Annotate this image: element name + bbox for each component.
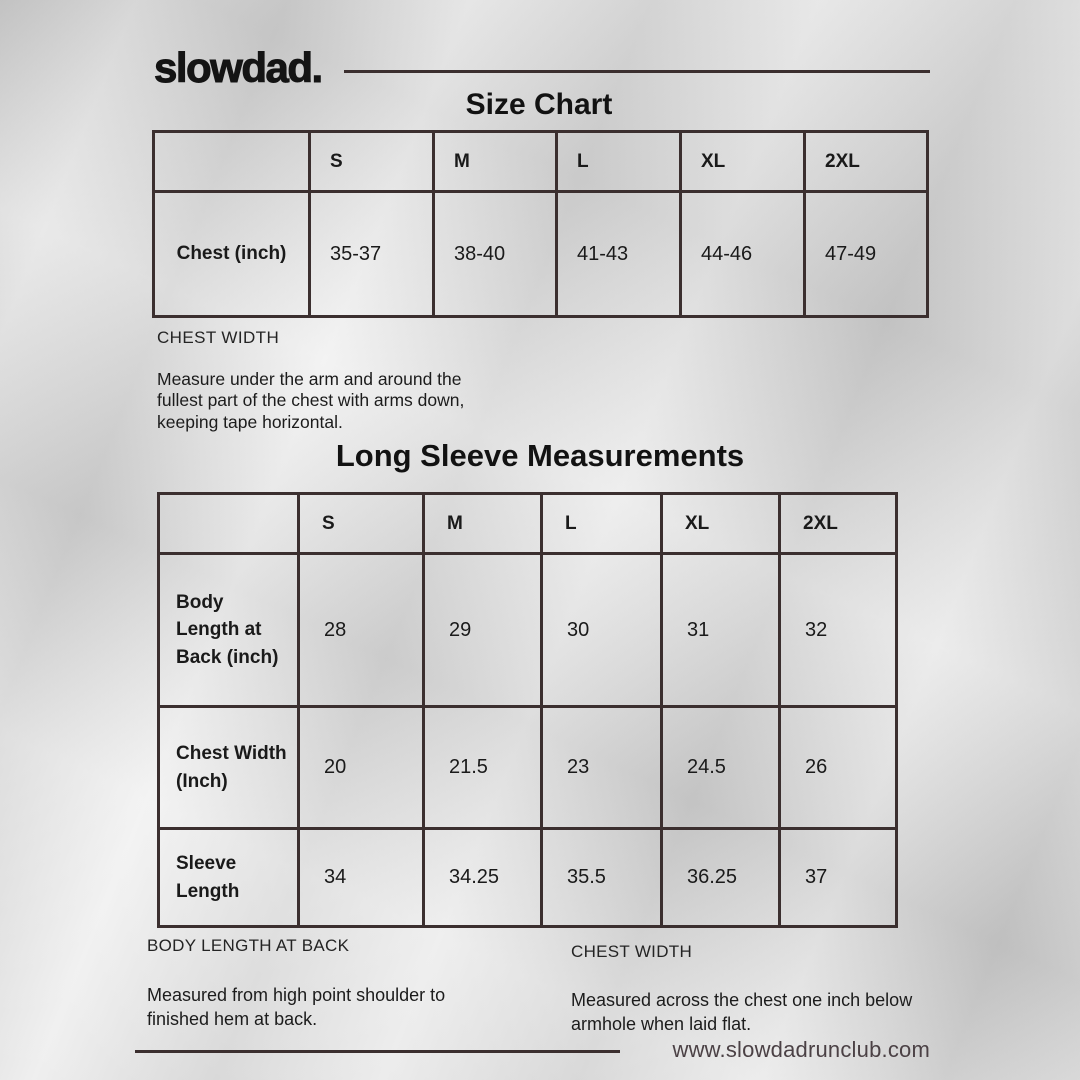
body-length-footnote-heading: BODY LENGTH AT BACK bbox=[147, 936, 350, 955]
sleeve-length-l: 35.5 bbox=[542, 829, 662, 927]
long-sleeve-header-2xl: 2XL bbox=[780, 494, 897, 554]
size-chart-chest-label: Chest (inch) bbox=[154, 192, 310, 317]
long-sleeve-header-row bbox=[159, 494, 897, 554]
body-length-footnote-body: Measured from high point shoulder to finished hem at back. bbox=[147, 985, 446, 1030]
body-length-label: Body Length at Back (inch) bbox=[159, 554, 299, 707]
chest-width-xl: 24.5 bbox=[662, 707, 780, 829]
size-chart-header-m: M bbox=[434, 132, 557, 192]
size-chart-header-2xl: 2XL bbox=[805, 132, 928, 192]
chest-width-label: Chest Width (Inch) bbox=[159, 707, 299, 829]
body-length-xl: 31 bbox=[662, 554, 780, 707]
long-sleeve-table bbox=[157, 492, 898, 928]
sleeve-length-s: 34 bbox=[299, 829, 424, 927]
body-length-l: 30 bbox=[542, 554, 662, 707]
size-chart-header-s: S bbox=[310, 132, 434, 192]
sleeve-length-label: Sleeve Length bbox=[159, 829, 299, 927]
size-chart-chest-s: 35-37 bbox=[310, 192, 434, 317]
size-chart-title: Size Chart bbox=[465, 88, 613, 121]
body-length-2xl: 32 bbox=[780, 554, 897, 707]
chest-width-footnote-body: Measured across the chest one inch below armhole when laid flat. bbox=[571, 990, 913, 1035]
chest-width-l: 23 bbox=[542, 707, 662, 829]
size-chart-header-row bbox=[154, 132, 928, 192]
chest-width-s: 20 bbox=[299, 707, 424, 829]
long-sleeve-header-xl: XL bbox=[662, 494, 780, 554]
size-chart-table bbox=[152, 130, 929, 318]
long-sleeve-header-l: L bbox=[542, 494, 662, 554]
body-length-m: 29 bbox=[424, 554, 542, 707]
sleeve-length-2xl: 37 bbox=[780, 829, 897, 927]
website-url: www.slowdadrunclub.com bbox=[672, 1037, 930, 1062]
size-chart-chest-2xl: 47-49 bbox=[805, 192, 928, 317]
chest-width-note-heading: CHEST WIDTH bbox=[157, 328, 280, 347]
sleeve-length-xl: 36.25 bbox=[662, 829, 780, 927]
size-chart-chest-m: 38-40 bbox=[434, 192, 557, 317]
long-sleeve-header-s: S bbox=[299, 494, 424, 554]
size-chart-chest-row bbox=[154, 192, 928, 317]
long-sleeve-title: Long Sleeve Measurements bbox=[335, 438, 745, 473]
body-length-row bbox=[159, 554, 897, 707]
size-chart-chest-l: 41-43 bbox=[557, 192, 681, 317]
size-chart-header-empty bbox=[154, 132, 310, 192]
footer-divider-line bbox=[135, 1050, 620, 1053]
long-sleeve-header-empty bbox=[159, 494, 299, 554]
chest-width-m: 21.5 bbox=[424, 707, 542, 829]
long-sleeve-header-m: M bbox=[424, 494, 542, 554]
header-divider-line bbox=[344, 70, 930, 73]
chest-width-row bbox=[159, 707, 897, 829]
size-chart-chest-xl: 44-46 bbox=[681, 192, 805, 317]
chest-width-2xl: 26 bbox=[780, 707, 897, 829]
sleeve-length-row bbox=[159, 829, 897, 927]
body-length-s: 28 bbox=[299, 554, 424, 707]
chest-width-footnote-heading: CHEST WIDTH bbox=[571, 942, 693, 961]
size-chart-header-l: L bbox=[557, 132, 681, 192]
size-chart-header-xl: XL bbox=[681, 132, 805, 192]
brand-logo: slowdad. bbox=[154, 44, 322, 91]
sleeve-length-m: 34.25 bbox=[424, 829, 542, 927]
chest-width-note-body: Measure under the arm and around the fullest part of the chest with arms down, keeping tape horizontal. bbox=[157, 369, 465, 432]
